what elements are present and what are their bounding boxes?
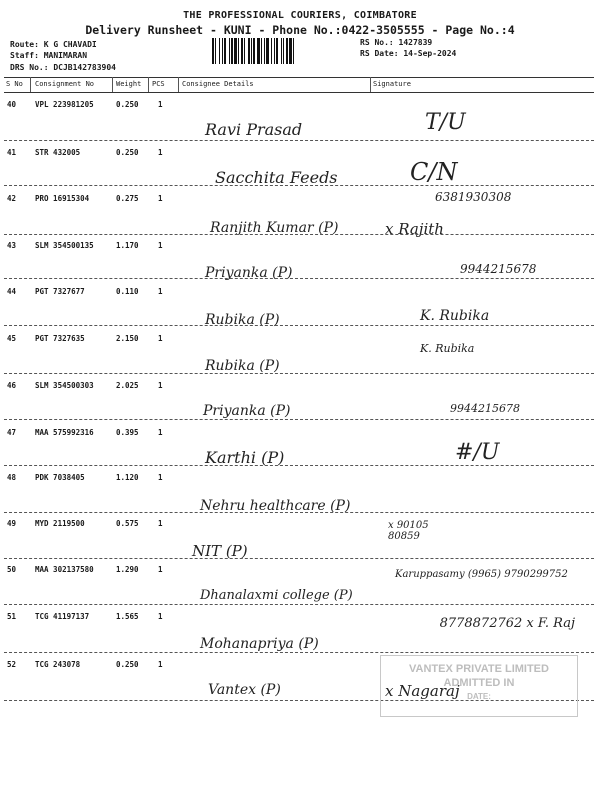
row-consignment: PGT 7327635 [35, 334, 85, 343]
row-divider [4, 604, 594, 605]
row-divider [4, 278, 594, 279]
col-divider [30, 77, 31, 92]
row-sno: 44 [7, 287, 17, 296]
stamp-date: DATE: [467, 692, 491, 701]
row-sno: 48 [7, 473, 17, 482]
row-pcs: 1 [158, 194, 163, 203]
col-header-signature: Signature [373, 80, 411, 88]
row-consignment: STR 432005 [35, 148, 81, 157]
row-pcs: 1 [158, 287, 163, 296]
row-divider [4, 558, 594, 559]
row-pcs: 1 [158, 612, 163, 621]
row-consignee: Priyanka (P) [203, 403, 291, 419]
row-signature: C/N [410, 158, 458, 186]
row-weight: 0.575 [116, 519, 139, 528]
row-weight: 1.565 [116, 612, 139, 621]
row-pcs: 1 [158, 148, 163, 157]
route-label: Route: K G CHAVADI [10, 40, 97, 49]
rs-date: RS Date: 14-Sep-2024 [360, 49, 457, 58]
row-consignee: Priyanka (P) [205, 265, 293, 281]
row-consignment: PGT 7327677 [35, 287, 85, 296]
row-consignment: PRO 16915304 [35, 194, 90, 203]
col-header-pcs: PCS [152, 80, 165, 88]
row-weight: 2.150 [116, 334, 139, 343]
row-sno: 41 [7, 148, 17, 157]
row-weight: 0.250 [116, 100, 139, 109]
row-consignee: Dhanalaxmi college (P) [200, 588, 353, 603]
row-weight: 1.120 [116, 473, 139, 482]
row-sno: 49 [7, 519, 17, 528]
rs-number: RS No.: 1427839 [360, 38, 433, 47]
row-signature: K. Rubika [420, 308, 490, 324]
row-sno: 42 [7, 194, 17, 203]
row-weight: 0.110 [116, 287, 139, 296]
runsheet-title: Delivery Runsheet - KUNI - Phone No.:0422-3505555 - Page No.:4 [85, 23, 515, 37]
row-divider [4, 185, 594, 186]
row-sno: 50 [7, 565, 17, 574]
row-pcs: 1 [158, 241, 163, 250]
col-divider [112, 77, 113, 92]
row-divider [4, 325, 594, 326]
row-consignment: PDK 7038405 [35, 473, 85, 482]
table-top-rule [4, 77, 594, 78]
row-sno: 43 [7, 241, 17, 250]
row-signature: T/U [425, 110, 466, 135]
stamp-company: VANTEX PRIVATE LIMITED [409, 663, 549, 675]
row-divider [4, 652, 594, 653]
row-consignee: Rubika (P) [205, 358, 280, 374]
row-consignee: Sacchita Feeds [215, 168, 338, 187]
row-consignee: NIT (P) [192, 542, 248, 560]
col-header-consignment: Consignment No [35, 80, 95, 88]
drs-number: DRS No.: DCJB142783904 [10, 63, 116, 72]
row-weight: 0.250 [116, 148, 139, 157]
row-divider [4, 465, 594, 466]
row-divider [4, 512, 594, 513]
row-sno: 51 [7, 612, 17, 621]
row-signature: #/U [455, 440, 500, 465]
row-consignment: MYD 2119500 [35, 519, 85, 528]
row-consignee: Vantex (P) [208, 682, 281, 698]
row-pcs: 1 [158, 473, 163, 482]
row-weight: 1.290 [116, 565, 139, 574]
row-pcs: 1 [158, 565, 163, 574]
row-sno: 52 [7, 660, 17, 669]
row-sno: 45 [7, 334, 17, 343]
row-weight: 1.170 [116, 241, 139, 250]
row-pcs: 1 [158, 428, 163, 437]
row-signature: Karuppasamy (9965) 9790299752 [395, 569, 568, 580]
row-consignee: Mohanapriya (P) [200, 636, 319, 652]
row-weight: 0.395 [116, 428, 139, 437]
company-stamp [380, 655, 578, 717]
row-signature: x 90105 80859 [388, 520, 429, 542]
row-consignment: VPL 223981205 [35, 100, 94, 109]
col-divider [370, 77, 371, 92]
row-sno: 47 [7, 428, 17, 437]
row-consignee: Karthi (P) [205, 448, 285, 467]
staff-label: Staff: MANIMARAN [10, 51, 88, 60]
barcode [212, 38, 352, 64]
row-pcs: 1 [158, 519, 163, 528]
row-signature: K. Rubika [420, 342, 475, 355]
row-pcs: 1 [158, 660, 163, 669]
row-divider [4, 373, 594, 374]
row-signature: 9944215678 [450, 402, 520, 415]
row-signature: x Nagaraj [385, 682, 460, 700]
col-divider [148, 77, 149, 92]
table-header-rule [4, 92, 594, 93]
row-weight: 0.250 [116, 660, 139, 669]
row-signature: x Rajith [385, 220, 444, 238]
row-divider [4, 234, 594, 235]
stamp-admitted: ADMITTED IN [443, 677, 515, 689]
col-header-weight: Weight [116, 80, 142, 88]
row-pcs: 1 [158, 334, 163, 343]
row-signature: 8778872762 x F. Raj [439, 616, 575, 631]
row-pcs: 1 [158, 381, 163, 390]
row-consignee: Ranjith Kumar (P) [210, 220, 339, 236]
row-weight: 2.025 [116, 381, 139, 390]
row-consignment: TCG 41197137 [35, 612, 90, 621]
company-name: THE PROFESSIONAL COURIERS, COIMBATORE [183, 10, 417, 21]
row-sno: 40 [7, 100, 17, 109]
row-consignee: Ravi Prasad [205, 120, 303, 139]
row-consignee: Nehru healthcare (P) [200, 498, 351, 514]
col-divider [178, 77, 179, 92]
row-signature: 9944215678 [460, 262, 537, 276]
row-consignment: SLM 354500303 [35, 381, 94, 390]
col-header-consignee: Consignee Details [182, 80, 254, 88]
row-consignee: Rubika (P) [205, 312, 280, 328]
row-pcs: 1 [158, 100, 163, 109]
row-consignment: TCG 243078 [35, 660, 81, 669]
row-consignment: MAA 302137580 [35, 565, 94, 574]
row-weight: 0.275 [116, 194, 139, 203]
row-consignment: SLM 354500135 [35, 241, 94, 250]
col-header-sno: S No [6, 80, 23, 88]
row-divider [4, 140, 594, 141]
row-consignment: MAA 575992316 [35, 428, 94, 437]
row-divider [4, 419, 594, 420]
handwritten-phone: 6381930308 [435, 190, 512, 204]
row-sno: 46 [7, 381, 17, 390]
